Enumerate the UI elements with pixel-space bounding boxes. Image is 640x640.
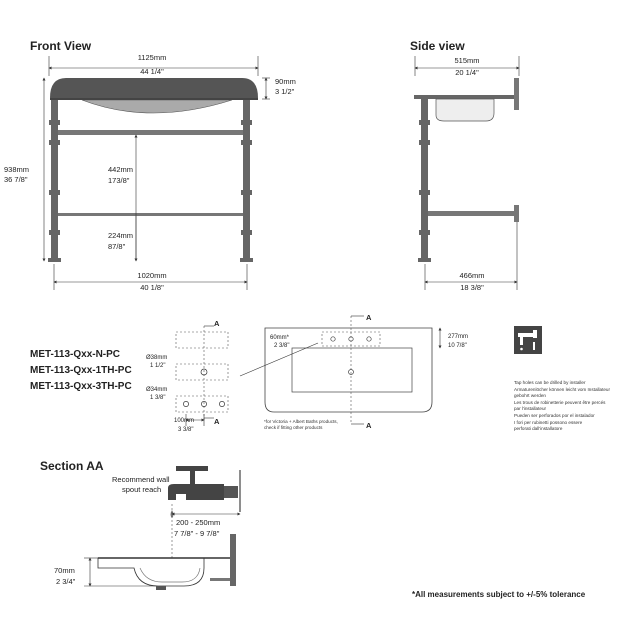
towel-rail [58, 130, 243, 135]
side-wall-bracket [514, 78, 519, 110]
section-aa [40, 459, 240, 590]
side-bowl [436, 99, 494, 121]
plan-section-top: A [366, 313, 372, 322]
lower-bar-height-in: 87/8" [108, 242, 126, 251]
side-depth-mm: 515mm [454, 56, 480, 65]
top-thickness-mm: 90mm [275, 77, 296, 86]
lower-bar [58, 213, 243, 216]
front-view [4, 39, 296, 292]
side-wall-bracket-lower [514, 205, 519, 222]
drill-note [514, 326, 610, 431]
hole-34-in: 1 3/8" [150, 395, 166, 401]
hole-38-in: 1 1/2" [150, 363, 166, 369]
leg-depth-in: 18 3/8" [460, 283, 484, 292]
overall-width-mm: 1125mm [137, 53, 167, 62]
plan-footnote-1: *for Victoria + Albert Baths products, [264, 419, 338, 424]
rim-height-mm: 70mm [54, 566, 75, 575]
spout-reach-in: 7 7/8" - 9 7/8" [174, 529, 220, 538]
hole-spacing-mm: 100mm [174, 418, 195, 424]
top-thickness-in: 3 1/2" [275, 87, 295, 96]
drill-note-line: Les trous de robinetterie peuvent être percés [514, 400, 606, 405]
drill-note-line: par l'installateur [514, 406, 547, 411]
drill-note-line: perforati dall'installatore [514, 426, 563, 431]
hole-offset-in: 2 3/8" [274, 343, 290, 349]
rail-height-mm: 442mm [108, 165, 134, 174]
tap-hole-detail [146, 319, 228, 433]
overall-height-mm: 938mm [4, 165, 30, 174]
tap-drill-icon [514, 326, 542, 354]
section-aa-title: Section AA [40, 459, 104, 473]
model-list [30, 349, 132, 392]
drill-note-line: Tap holes can be drilled by installer [514, 380, 586, 385]
section-marker-bottom: A [214, 417, 220, 426]
overall-width-in: 44 1/4" [140, 67, 164, 76]
drill-note-line: gebohrt werden [514, 393, 546, 398]
plan-footnote-2: check if fitting other products [264, 425, 323, 430]
side-depth-in: 20 1/4" [455, 68, 479, 77]
side-lower-bar [428, 211, 514, 216]
drill-note-line: Pueden ser perforados por el instalador [514, 413, 595, 418]
wall-tap-icon [168, 466, 240, 518]
drill-note-line: I fori per rubinetti possono essere [514, 420, 583, 425]
spout-note-line1: Recommend wall [112, 475, 170, 484]
leg-span-in: 40 1/8" [140, 283, 164, 292]
lower-bar-height-mm: 224mm [108, 231, 134, 240]
side-top [414, 95, 514, 99]
leg-span-mm: 1020mm [137, 271, 167, 280]
rail-height-in: 173/8" [108, 176, 130, 185]
side-view-title: Side view [410, 39, 465, 53]
front-view-title: Front View [30, 39, 92, 53]
basin-bowl [82, 100, 232, 113]
plan-section-bottom: A [366, 421, 372, 430]
plan-view [240, 313, 468, 430]
overall-height-in: 36 7/8" [4, 175, 28, 184]
hole-34-mm: Ø34mm [146, 387, 168, 393]
hole-offset-mm: 60mm* [270, 335, 290, 341]
spout-note-line2: spout reach [122, 485, 162, 494]
model-1th: MET-113-Qxx-1TH-PC [30, 365, 132, 376]
tolerance-note: *All measurements subject to +/-5% tolerance [412, 590, 586, 599]
basin-top [50, 78, 258, 98]
spout-reach-mm: 200 - 250mm [176, 518, 221, 527]
side-leg [418, 99, 431, 262]
section-basin [98, 534, 236, 590]
side-view [410, 39, 519, 292]
basin-depth-in: 10 7/8" [448, 343, 467, 349]
front-legs [48, 100, 253, 262]
hole-spacing-in: 3 3/8" [178, 427, 194, 433]
section-marker-top: A [214, 319, 220, 328]
drill-note-line: Armaturenlöcher können leicht vom Installateur [514, 387, 611, 392]
model-n: MET-113-Qxx-N-PC [30, 349, 121, 360]
basin-depth-mm: 277mm [448, 334, 469, 340]
rim-height-in: 2 3/4" [56, 577, 76, 586]
model-3th: MET-113-Qxx-3TH-PC [30, 381, 132, 392]
hole-38-mm: Ø38mm [146, 355, 168, 361]
leg-depth-mm: 466mm [459, 271, 485, 280]
